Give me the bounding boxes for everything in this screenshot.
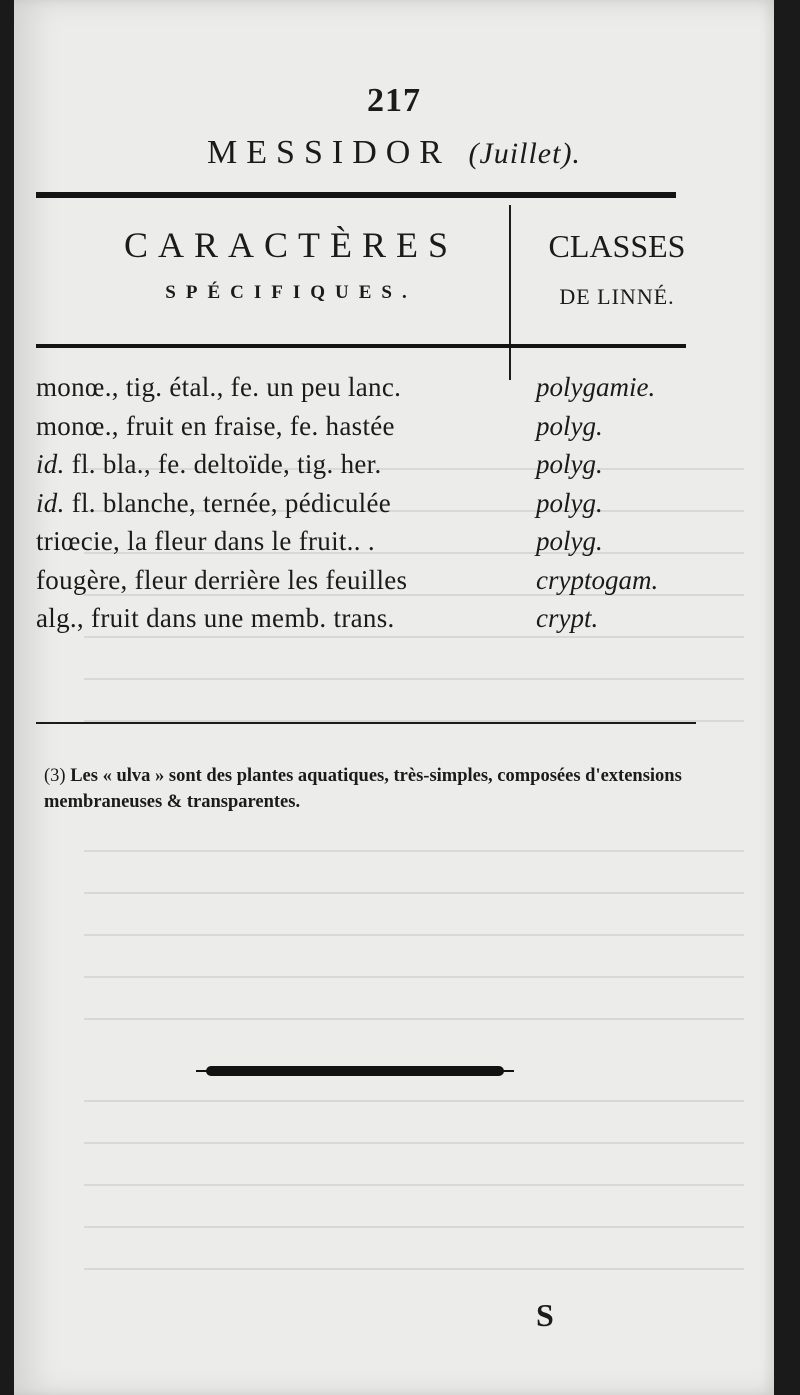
linnaean-class: cryptogam. — [536, 564, 659, 595]
table-row — [36, 603, 726, 642]
species-description: id. fl. bla., fe. deltoïde, tig. her. — [36, 449, 382, 479]
species-description: fougère, fleur derrière les feuilles — [36, 564, 408, 595]
header-top-rule — [36, 192, 676, 198]
running-title-main: MESSIDOR — [207, 134, 451, 171]
running-title-month: (Juillet). — [468, 137, 581, 170]
page-number: 217 — [367, 82, 421, 119]
header-bottom-rule — [36, 344, 686, 348]
linnaean-class: polyg. — [536, 526, 603, 556]
ornamental-rule — [206, 1066, 504, 1076]
header-classes: CLASSES — [548, 228, 686, 264]
footnote-text: Les « ulva » sont des plantes aquatiques, très-simples, composées d'extensions membraneuses & transparentes. — [44, 766, 682, 812]
table-row — [36, 488, 726, 527]
linnaean-class: polyg. — [536, 487, 603, 518]
species-description: alg., fruit dans une memb. trans. — [36, 603, 395, 633]
footnote — [44, 763, 714, 815]
linnaean-class: polyg. — [536, 410, 603, 441]
species-description: triœcie, la fleur dans le fruit.. . — [36, 526, 375, 556]
linnaean-class: polyg. — [536, 449, 603, 479]
signature-mark: S — [536, 1297, 554, 1333]
linnaean-class: crypt. — [536, 603, 599, 633]
table-row — [36, 411, 726, 450]
species-description: monœ., tig. étal., fe. un peu lanc. — [36, 372, 402, 402]
header-characters-sub: SPÉCIFIQUES. — [165, 282, 417, 303]
table-row — [36, 372, 726, 411]
footnote-marker: (3) — [44, 766, 66, 786]
table-bottom-rule — [36, 722, 696, 724]
header-classes-sub: DE LINNÉ. — [559, 284, 675, 309]
table-row — [36, 526, 726, 565]
species-table-body — [36, 372, 726, 642]
species-description: id. fl. blanche, ternée, pédiculée — [36, 487, 392, 518]
column-divider — [509, 205, 511, 380]
bleed-through-text — [14, 0, 774, 1395]
table-row — [36, 449, 726, 488]
linnaean-class: polygamie. — [536, 372, 656, 402]
book-page — [14, 0, 774, 1395]
header-characters: CARACTÈRES — [123, 225, 459, 265]
table-row — [36, 565, 726, 604]
running-title — [14, 134, 774, 172]
species-description: monœ., fruit en fraise, fe. hastée — [36, 410, 395, 441]
